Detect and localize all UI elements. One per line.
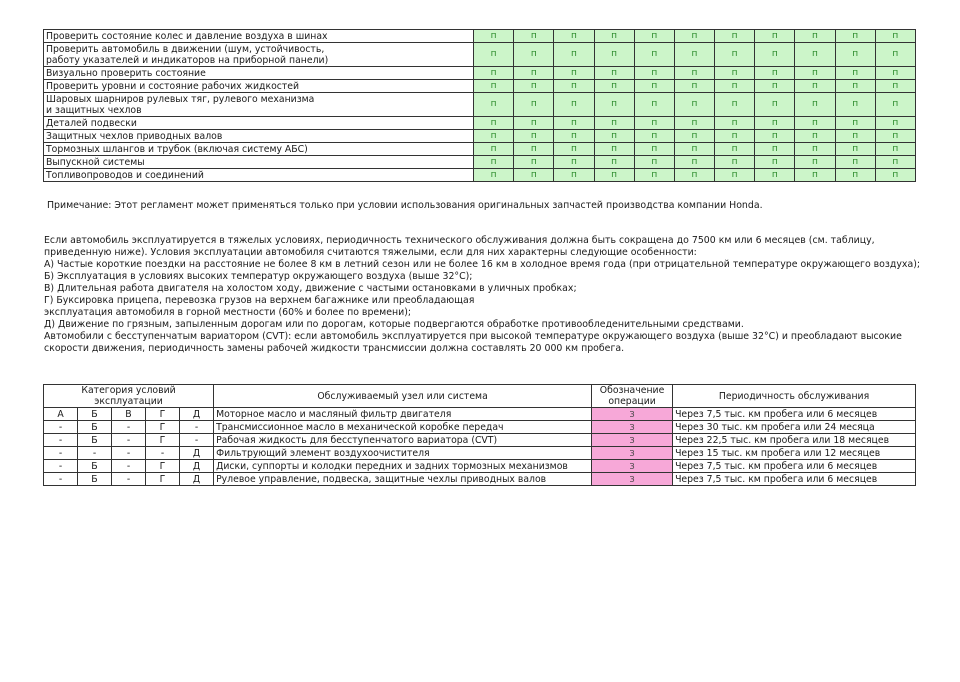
check-mark: п (594, 169, 634, 182)
check-mark: п (795, 80, 835, 93)
heavy-conditions-table (43, 384, 916, 486)
check-mark: п (594, 67, 634, 80)
check-mark: п (875, 130, 915, 143)
category-cell: - (44, 473, 78, 486)
check-mark: п (634, 156, 674, 169)
category-cell: Д (180, 408, 214, 421)
heavy-conditions-line: Б) Эксплуатация в условиях высоких температур окружающего воздуха (выше 32°С); (44, 271, 473, 282)
check-mark: п (755, 93, 795, 117)
check-mark: п (835, 143, 875, 156)
category-cell: - (78, 447, 112, 460)
check-item-label (44, 30, 474, 43)
heavy-table-header-row (44, 385, 916, 408)
service-interval: Через 7,5 тыс. км пробега или 6 месяцев (673, 408, 916, 421)
check-mark: п (674, 130, 714, 143)
check-mark: п (795, 93, 835, 117)
check-mark: п (835, 169, 875, 182)
check-mark: п (474, 117, 514, 130)
check-mark: п (795, 67, 835, 80)
heavy-conditions-line: скорости движения, периодичность замены рабочей жидкости трансмиссии должна составлять 20 000 км пробега. (44, 343, 625, 354)
check-mark: п (795, 130, 835, 143)
check-mark: п (594, 143, 634, 156)
header-operation: Обозначение операции (592, 385, 673, 408)
operation-code: З (592, 460, 673, 473)
check-row (44, 143, 916, 156)
check-mark: п (755, 43, 795, 67)
check-mark: п (875, 156, 915, 169)
check-mark: п (514, 169, 554, 182)
check-mark: п (514, 30, 554, 43)
service-unit: Фильтрующий элемент воздухоочистителя (214, 447, 592, 460)
check-mark: п (514, 143, 554, 156)
check-mark: п (715, 67, 755, 80)
check-item-label (44, 93, 474, 117)
category-cell: - (180, 434, 214, 447)
check-item-line: Тормозных шлангов и трубок (включая систему АБС) (46, 143, 308, 155)
category-cell: - (112, 421, 146, 434)
check-mark: п (594, 117, 634, 130)
check-item-label (44, 156, 474, 169)
category-cell: - (44, 421, 78, 434)
check-mark: п (634, 30, 674, 43)
check-item-line: Шаровых шарниров рулевых тяг, рулевого механизма (46, 93, 315, 105)
check-mark: п (674, 67, 714, 80)
check-mark: п (795, 156, 835, 169)
check-mark: п (715, 93, 755, 117)
category-cell: В (112, 408, 146, 421)
check-mark: п (634, 67, 674, 80)
check-mark: п (634, 169, 674, 182)
check-mark: п (795, 30, 835, 43)
category-cell: - (44, 434, 78, 447)
check-row (44, 43, 916, 67)
check-mark: п (474, 169, 514, 182)
check-row (44, 169, 916, 182)
check-mark: п (634, 143, 674, 156)
check-mark: п (554, 30, 594, 43)
check-mark: п (674, 117, 714, 130)
check-mark: п (514, 117, 554, 130)
heavy-conditions-line: Автомобили с бесступенчатым вариатором (CVT): если автомобиль эксплуатируется при высокой температуре окружающего воздуха (выше 32°С) и преобладают высокие (44, 331, 902, 342)
check-row (44, 67, 916, 80)
check-mark: п (474, 43, 514, 67)
category-cell: Б (78, 408, 112, 421)
check-mark: п (715, 43, 755, 67)
check-item-label (44, 80, 474, 93)
check-mark: п (835, 117, 875, 130)
check-item-line: работу указателей и индикаторов на приборной панели) (46, 54, 329, 66)
heavy-conditions-line: эксплуатация автомобиля в горной местности (60% и более по времени); (44, 307, 412, 318)
check-row (44, 156, 916, 169)
heavy-conditions-line: В) Длительная работа двигателя на холостом ходу, движение с частыми остановками в уличных пробках; (44, 283, 577, 294)
category-cell: Г (146, 408, 180, 421)
category-cell: - (44, 447, 78, 460)
check-mark: п (554, 93, 594, 117)
check-item-line: Защитных чехлов приводных валов (46, 130, 223, 142)
check-mark: п (715, 156, 755, 169)
check-mark: п (875, 93, 915, 117)
check-row (44, 80, 916, 93)
operation-code: З (592, 473, 673, 486)
check-mark: п (755, 130, 795, 143)
category-cell: Б (78, 421, 112, 434)
service-row (44, 473, 916, 486)
check-mark: п (795, 117, 835, 130)
check-mark: п (634, 117, 674, 130)
check-mark: п (835, 130, 875, 143)
check-mark: п (634, 93, 674, 117)
honda-parts-note: Примечание: Этот регламент может применяться только при условии использования оригинальных запчастей производства компании Honda. (47, 200, 763, 211)
check-mark: п (755, 80, 795, 93)
check-item-line: Проверить уровни и состояние рабочих жидкостей (46, 80, 300, 92)
check-mark: п (474, 80, 514, 93)
check-item-line: Топливопроводов и соединений (46, 169, 204, 181)
check-mark: п (674, 43, 714, 67)
category-cell: - (180, 421, 214, 434)
category-cell: Б (78, 434, 112, 447)
operation-code: З (592, 447, 673, 460)
check-mark: п (554, 67, 594, 80)
check-mark: п (875, 67, 915, 80)
operation-code: З (592, 421, 673, 434)
check-mark: п (835, 156, 875, 169)
check-mark: п (474, 130, 514, 143)
check-mark: п (875, 43, 915, 67)
check-mark: п (554, 43, 594, 67)
check-mark: п (514, 93, 554, 117)
check-mark: п (554, 130, 594, 143)
service-unit: Диски, суппорты и колодки передних и задних тормозных механизмов (214, 460, 592, 473)
header-category: Категория условий эксплуатации (44, 385, 214, 408)
check-mark: п (554, 80, 594, 93)
check-mark: п (594, 80, 634, 93)
heavy-conditions-table-body (44, 408, 916, 486)
service-row (44, 460, 916, 473)
check-mark: п (554, 143, 594, 156)
check-mark: п (875, 143, 915, 156)
check-mark: п (835, 30, 875, 43)
service-unit: Моторное масло и масляный фильтр двигателя (214, 408, 592, 421)
check-item-line: Деталей подвески (46, 117, 137, 129)
check-mark: п (835, 67, 875, 80)
service-interval: Через 7,5 тыс. км пробега или 6 месяцев (673, 460, 916, 473)
check-mark: п (594, 130, 634, 143)
heavy-conditions-line: Д) Движение по грязным, запыленным дорогам или по дорогам, которые подвергаются обработке противообледенительными средствами. (44, 319, 744, 330)
check-mark: п (715, 143, 755, 156)
check-mark: п (715, 169, 755, 182)
check-mark: п (674, 93, 714, 117)
category-cell: - (112, 434, 146, 447)
service-row (44, 421, 916, 434)
category-cell: - (44, 460, 78, 473)
check-item-label (44, 169, 474, 182)
check-item-label (44, 143, 474, 156)
category-cell: Д (180, 460, 214, 473)
check-row (44, 93, 916, 117)
category-cell: Г (146, 473, 180, 486)
check-item-label (44, 117, 474, 130)
service-interval: Через 22,5 тыс. км пробега или 18 месяцев (673, 434, 916, 447)
check-item-line: Проверить автомобиль в движении (шум, устойчивость, (46, 43, 325, 55)
check-mark: п (755, 169, 795, 182)
service-row (44, 447, 916, 460)
service-row (44, 408, 916, 421)
service-interval: Через 30 тыс. км пробега или 24 месяца (673, 421, 916, 434)
check-mark: п (594, 156, 634, 169)
check-item-line: Выпускной системы (46, 156, 145, 168)
check-mark: п (835, 93, 875, 117)
heavy-conditions-note (44, 235, 924, 355)
check-mark: п (594, 30, 634, 43)
check-row (44, 30, 916, 43)
operation-code: З (592, 434, 673, 447)
check-mark: п (875, 30, 915, 43)
operation-code: З (592, 408, 673, 421)
check-row (44, 117, 916, 130)
check-mark: п (554, 156, 594, 169)
check-item-label (44, 43, 474, 67)
category-cell: Б (78, 460, 112, 473)
check-item-line: и защитных чехлов (46, 104, 142, 116)
check-mark: п (795, 143, 835, 156)
check-mark: п (474, 93, 514, 117)
check-mark: п (474, 67, 514, 80)
category-cell: - (112, 473, 146, 486)
category-cell: Г (146, 421, 180, 434)
check-mark: п (875, 169, 915, 182)
heavy-conditions-line: приведенную ниже). Условия эксплуатации автомобиля считаются тяжелыми, если для них характерны следующие особенности: (44, 247, 697, 258)
check-mark: п (835, 80, 875, 93)
check-mark: п (875, 117, 915, 130)
service-unit: Рабочая жидкость для бесступенчатого вариатора (CVT) (214, 434, 592, 447)
check-mark: п (674, 169, 714, 182)
category-cell: - (112, 460, 146, 473)
header-unit: Обслуживаемый узел или система (214, 385, 592, 408)
check-mark: п (634, 80, 674, 93)
check-mark: п (755, 143, 795, 156)
check-mark: п (755, 67, 795, 80)
category-cell: Д (180, 473, 214, 486)
check-mark: п (554, 117, 594, 130)
check-item-label (44, 130, 474, 143)
check-mark: п (674, 80, 714, 93)
check-mark: п (634, 130, 674, 143)
check-item-label (44, 67, 474, 80)
check-mark: п (514, 80, 554, 93)
service-interval: Через 7,5 тыс. км пробега или 6 месяцев (673, 473, 916, 486)
category-cell: Г (146, 434, 180, 447)
check-mark: п (474, 143, 514, 156)
check-mark: п (594, 43, 634, 67)
check-mark: п (835, 43, 875, 67)
category-cell: - (146, 447, 180, 460)
check-mark: п (634, 43, 674, 67)
check-mark: п (554, 169, 594, 182)
maintenance-check-table (43, 29, 916, 182)
check-mark: п (594, 93, 634, 117)
maintenance-check-table-body (44, 30, 916, 182)
service-unit: Трансмиссионное масло в механической коробке передач (214, 421, 592, 434)
check-item-line: Проверить состояние колес и давление воздуха в шинах (46, 30, 328, 42)
category-cell: Г (146, 460, 180, 473)
check-mark: п (755, 117, 795, 130)
check-mark: п (715, 30, 755, 43)
check-mark: п (674, 143, 714, 156)
check-mark: п (514, 156, 554, 169)
check-mark: п (474, 156, 514, 169)
heavy-conditions-line: Если автомобиль эксплуатируется в тяжелых условиях, периодичность технического обслуживания должна быть сокращена до 7500 км или 6 месяцев (см. таблицу, (44, 235, 875, 246)
category-cell: А (44, 408, 78, 421)
category-cell: - (112, 447, 146, 460)
check-mark: п (514, 43, 554, 67)
check-mark: п (755, 30, 795, 43)
service-unit: Рулевое управление, подвеска, защитные чехлы приводных валов (214, 473, 592, 486)
check-mark: п (474, 30, 514, 43)
check-item-line: Визуально проверить состояние (46, 67, 206, 79)
check-mark: п (715, 80, 755, 93)
heavy-conditions-line: Г) Буксировка прицепа, перевозка грузов на верхнем багажнике или преобладающая (44, 295, 475, 306)
service-interval: Через 15 тыс. км пробега или 12 месяцев (673, 447, 916, 460)
check-mark: п (715, 117, 755, 130)
check-mark: п (755, 156, 795, 169)
check-mark: п (514, 67, 554, 80)
check-mark: п (674, 30, 714, 43)
check-mark: п (795, 169, 835, 182)
check-row (44, 130, 916, 143)
check-mark: п (875, 80, 915, 93)
service-row (44, 434, 916, 447)
check-mark: п (715, 130, 755, 143)
check-mark: п (674, 156, 714, 169)
heavy-conditions-line: А) Частые короткие поездки на расстояние не более 8 км в летний сезон или не более 16 км в холодное время года (при отрицательной температуре окружающего воздуха); (44, 259, 921, 270)
check-mark: п (514, 130, 554, 143)
category-cell: Б (78, 473, 112, 486)
category-cell: Д (180, 447, 214, 460)
header-interval: Периодичность обслуживания (673, 385, 916, 408)
check-mark: п (795, 43, 835, 67)
